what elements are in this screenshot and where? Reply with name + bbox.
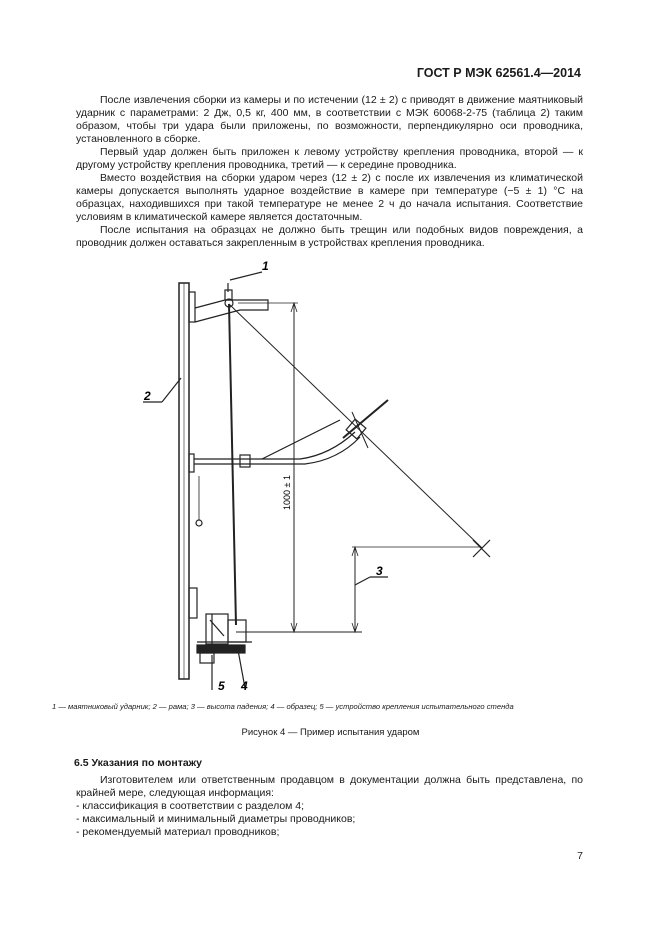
label-5: 5	[218, 679, 225, 693]
paragraph: Вместо воздействия на сборки ударом через (12 ± 2) с после их извлечения из климатической камеры допускается выполнять ударное воздействие в камере при температуре (−5 ± 1) °С на образцах, находившихся при такой температуре не менее 2 ч до начала испытания. Соответствие условиям в климатической камере является достаточным.	[76, 172, 583, 223]
body-text	[76, 94, 583, 250]
list-item: - максимальный и минимальный диаметры проводников;	[76, 813, 356, 825]
label-1: 1	[262, 259, 269, 273]
paragraph: Первый удар должен быть приложен к левому устройству крепления проводника, второй — к другому устройству крепления проводника, третий — к середине проводника.	[76, 146, 583, 171]
label-2: 2	[144, 389, 151, 403]
page-number: 7	[577, 850, 583, 862]
section-body	[76, 774, 583, 839]
figure-legend: 1 — маятниковый ударник; 2 — рама; 3 — высота падения; 4 — образец; 5 — устройство крепления испытательного стенда	[52, 702, 514, 711]
section-title: 6.5 Указания по монтажу	[74, 757, 202, 769]
label-4: 4	[241, 679, 248, 693]
paragraph: После извлечения сборки из камеры и по истечении (12 ± 2) с приводят в движение маятниковый ударник с параметрами: 2 Дж, 0,5 кг, 400 мм, в соответствии с МЭК 60068-2-75 (таблица 2) таким образом, чтобы три удара были приложены, по возможности, перпендикулярно оси проводника, установленного в сборке.	[76, 94, 583, 145]
document-header: ГОСТ Р МЭК 62561.4—2014	[416, 66, 581, 80]
impact-test-figure	[0, 255, 661, 695]
list-item: - классификация в соответствии с разделом 4;	[76, 800, 305, 812]
paragraph: После испытания на образцах не должно быть трещин или подобных видов повреждения, а проводник должен оставаться закрепленным в устройствах крепления проводника.	[76, 224, 583, 249]
section-intro: Изготовителем или ответственным продавцом в документации должна быть представлена, по крайней мере, следующая информация:	[76, 774, 583, 799]
label-3: 3	[376, 564, 383, 578]
requirements-list	[76, 800, 583, 839]
list-item: - рекомендуемый материал проводников;	[76, 826, 280, 838]
dimension-label: 1000 ± 1	[282, 475, 292, 510]
figure-caption: Рисунок 4 — Пример испытания ударом	[241, 727, 420, 738]
